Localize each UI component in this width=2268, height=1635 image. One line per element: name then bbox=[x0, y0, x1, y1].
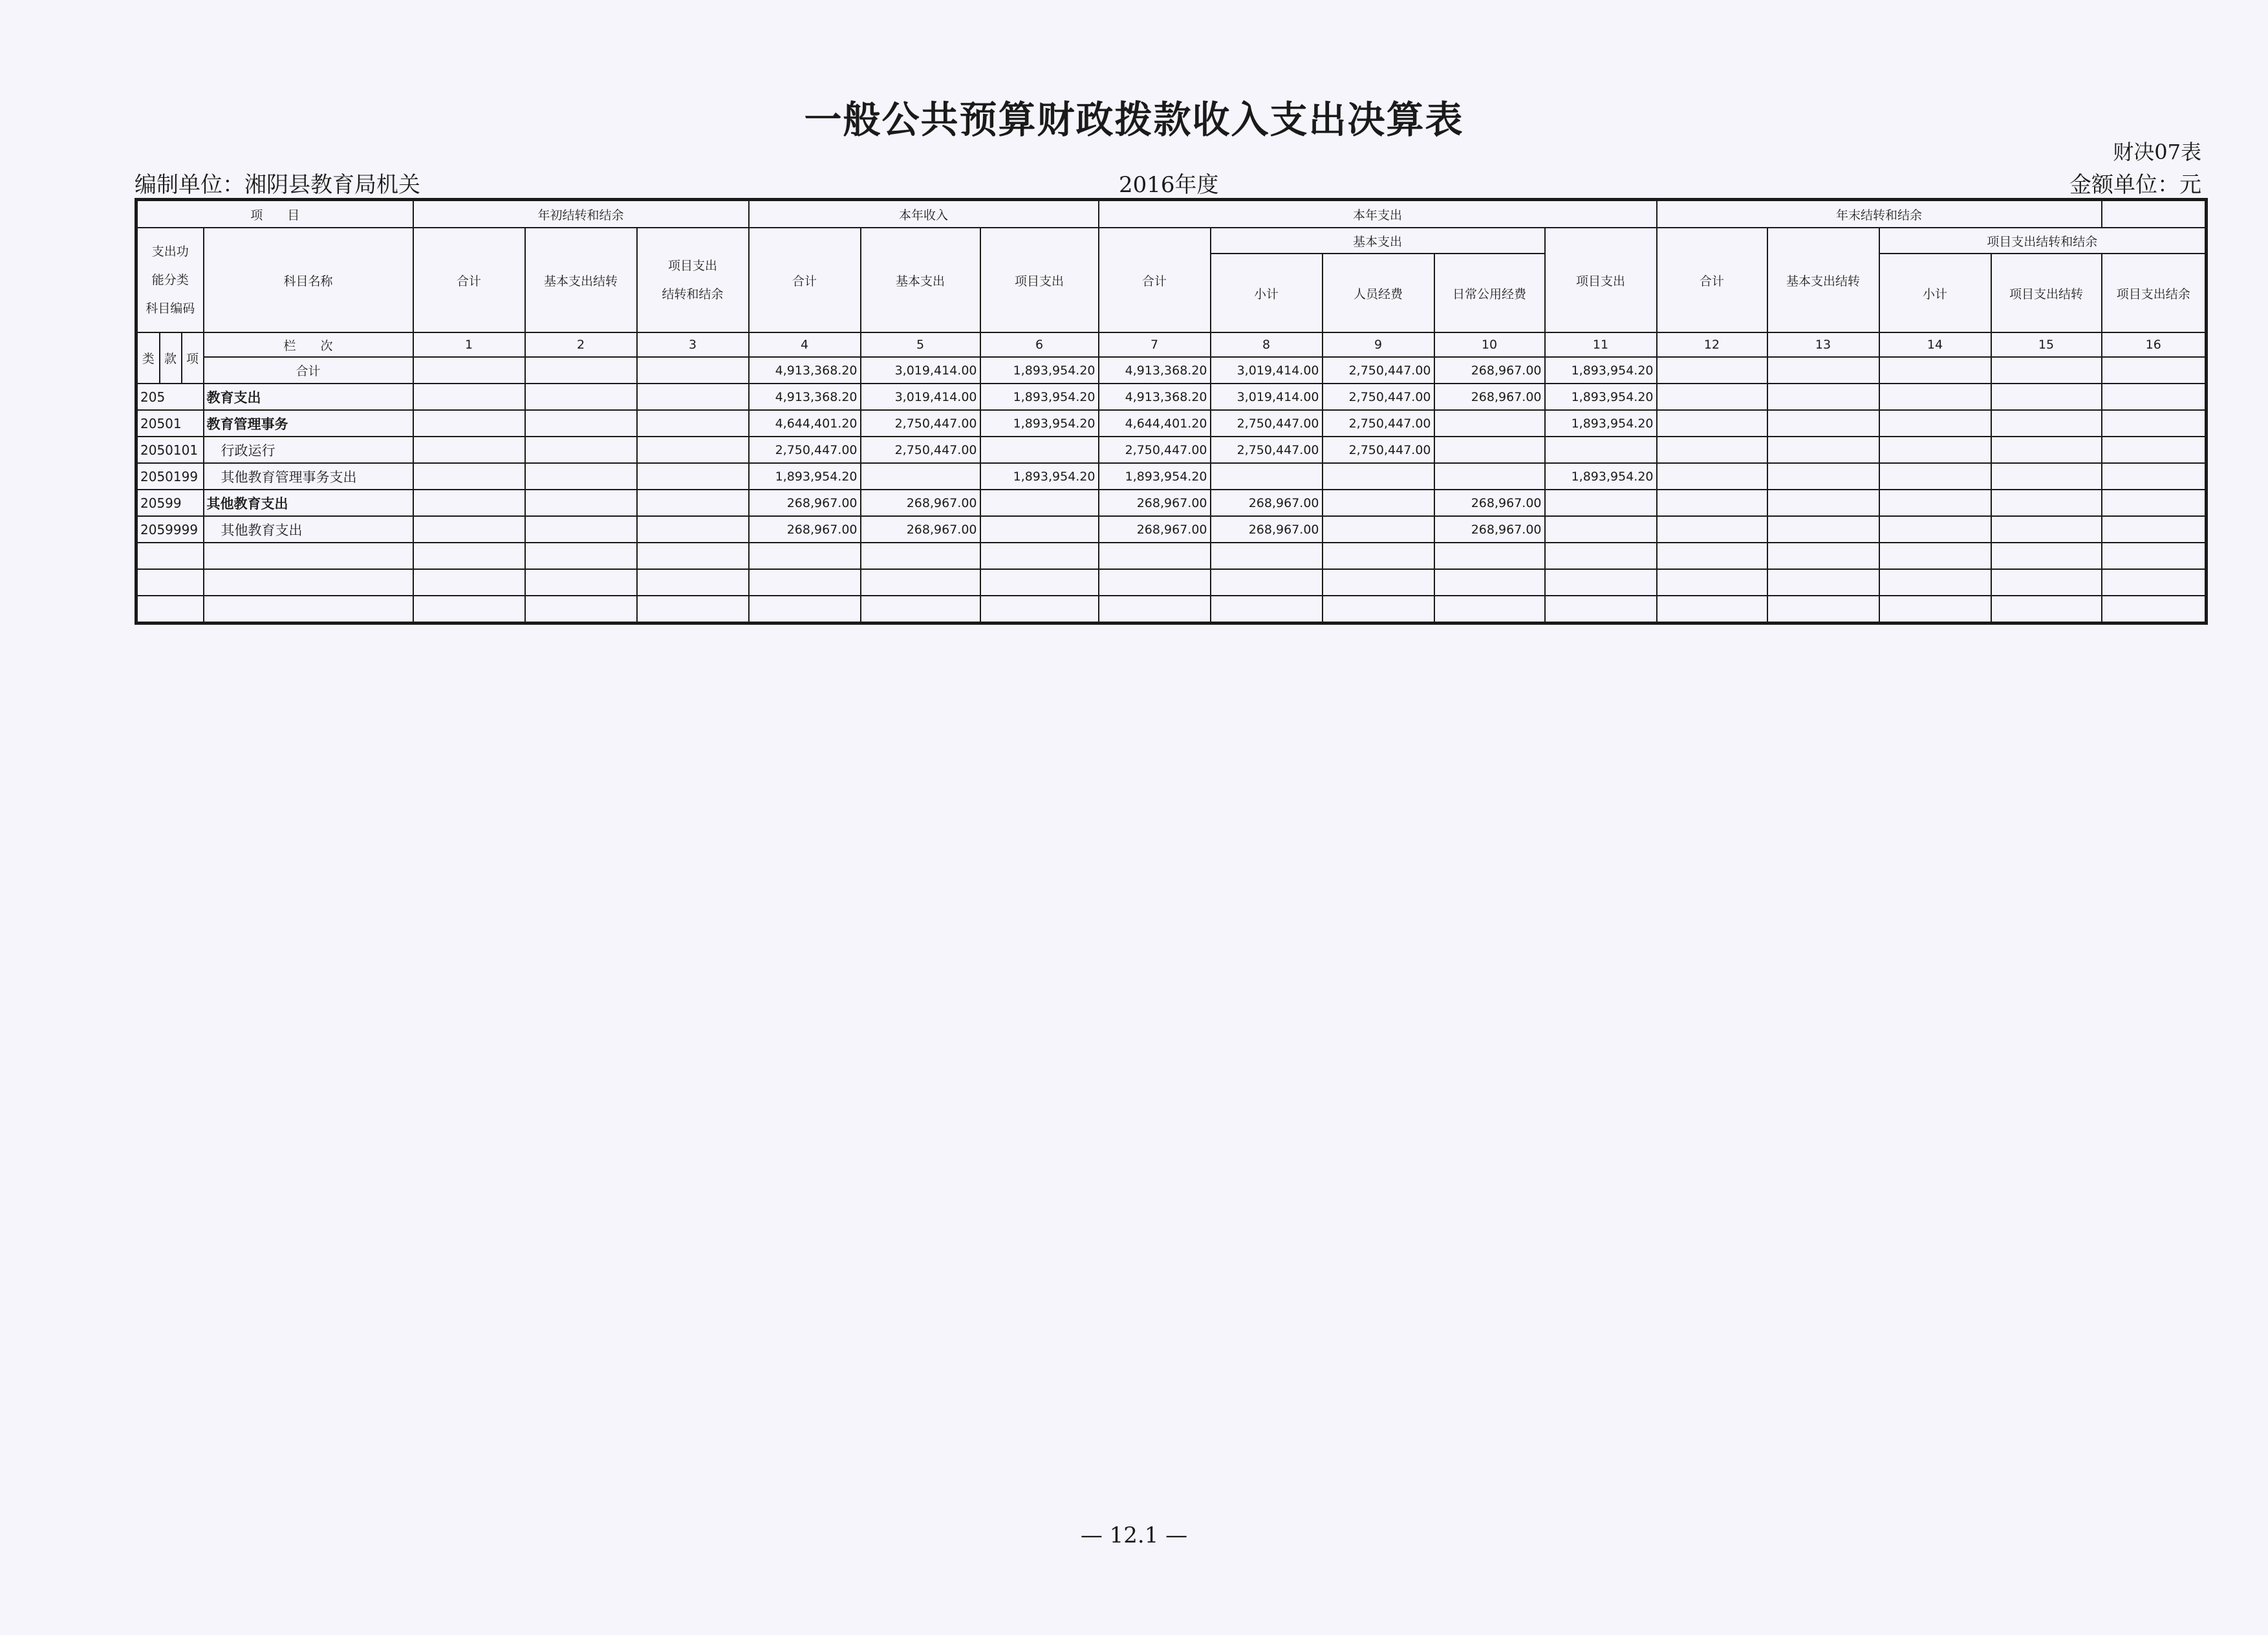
cell bbox=[1879, 543, 1991, 569]
cell bbox=[1767, 437, 1879, 463]
header-expense-project: 项目支出 bbox=[1545, 228, 1657, 332]
cell bbox=[1879, 490, 1991, 516]
cell bbox=[413, 569, 525, 596]
cell bbox=[525, 410, 637, 437]
cell bbox=[1323, 596, 1434, 623]
fiscal-year: 2016年度 bbox=[1119, 172, 1219, 198]
cell: 3,019,414.00 bbox=[861, 384, 980, 410]
col-num: 5 bbox=[861, 332, 980, 357]
cell bbox=[1767, 410, 1879, 437]
cell: 1,893,954.20 bbox=[749, 463, 861, 490]
cell bbox=[1545, 569, 1657, 596]
cell: 2,750,447.00 bbox=[1323, 437, 1434, 463]
cell bbox=[1657, 569, 1767, 596]
table-row-empty bbox=[136, 569, 2207, 596]
project-carry-line2: 结转和结余 bbox=[662, 287, 724, 301]
cell bbox=[1767, 463, 1879, 490]
cell bbox=[1991, 410, 2102, 437]
header-row-2 bbox=[136, 228, 2207, 254]
table-row-empty bbox=[136, 596, 2207, 623]
cell bbox=[1434, 437, 1545, 463]
cell bbox=[1991, 437, 2102, 463]
cell bbox=[1545, 516, 1657, 543]
cell: 268,967.00 bbox=[1211, 516, 1323, 543]
row-code: 2050199 bbox=[136, 463, 204, 490]
table-row bbox=[136, 463, 2207, 490]
cell bbox=[749, 543, 861, 569]
cell bbox=[2102, 463, 2207, 490]
cell bbox=[1657, 410, 1767, 437]
column-number-row bbox=[136, 332, 2207, 357]
cell bbox=[637, 357, 749, 384]
cell bbox=[1657, 357, 1767, 384]
cell bbox=[1211, 543, 1323, 569]
cell: 3,019,414.00 bbox=[1211, 357, 1323, 384]
cell bbox=[525, 384, 637, 410]
row-name bbox=[204, 596, 413, 623]
row-name: 其他教育管理事务支出 bbox=[204, 463, 413, 490]
col-num: 14 bbox=[1879, 332, 1991, 357]
cell bbox=[1767, 516, 1879, 543]
cell: 2,750,447.00 bbox=[861, 410, 980, 437]
table-row bbox=[136, 516, 2207, 543]
header-end-subtotal: 小计 bbox=[1879, 254, 1991, 332]
cell: 4,644,401.20 bbox=[749, 410, 861, 437]
cell bbox=[1545, 543, 1657, 569]
cell bbox=[1434, 463, 1545, 490]
cell bbox=[1767, 357, 1879, 384]
cell bbox=[1767, 490, 1879, 516]
cell bbox=[1434, 410, 1545, 437]
cell bbox=[861, 463, 980, 490]
cell bbox=[1657, 463, 1767, 490]
col-num: 1 bbox=[413, 332, 525, 357]
table-row bbox=[136, 410, 2207, 437]
cell: 1,893,954.20 bbox=[980, 357, 1099, 384]
cell bbox=[1211, 596, 1323, 623]
col-num: 13 bbox=[1767, 332, 1879, 357]
cell bbox=[413, 384, 525, 410]
header-expense-basic: 基本支出 bbox=[1211, 228, 1545, 254]
cell bbox=[1099, 569, 1211, 596]
cell: 2,750,447.00 bbox=[1323, 384, 1434, 410]
col-num: 16 bbox=[2102, 332, 2207, 357]
cell bbox=[525, 596, 637, 623]
cell bbox=[861, 596, 980, 623]
col-num: 7 bbox=[1099, 332, 1211, 357]
cell bbox=[2102, 357, 2207, 384]
header-end-project-carry: 项目支出结转 bbox=[1991, 254, 2102, 332]
cell: 268,967.00 bbox=[1099, 490, 1211, 516]
header-begin-basic-carry: 基本支出结转 bbox=[525, 228, 637, 332]
cell bbox=[1434, 543, 1545, 569]
header-begin-balance: 年初结转和结余 bbox=[413, 200, 749, 228]
cell bbox=[525, 490, 637, 516]
cell bbox=[637, 569, 749, 596]
cell bbox=[637, 543, 749, 569]
cell: 1,893,954.20 bbox=[1545, 384, 1657, 410]
header-project: 项 目 bbox=[136, 200, 413, 228]
cell: 4,644,401.20 bbox=[1099, 410, 1211, 437]
cell bbox=[413, 490, 525, 516]
cell bbox=[1434, 596, 1545, 623]
col-num: 15 bbox=[1991, 332, 2102, 357]
project-carry-line1: 项目支出 bbox=[668, 259, 718, 273]
header-end-project-surplus: 项目支出结余 bbox=[2102, 254, 2207, 332]
cell bbox=[1767, 543, 1879, 569]
cell: 3,019,414.00 bbox=[861, 357, 980, 384]
cell bbox=[980, 569, 1099, 596]
func-code-line3: 科目编码 bbox=[146, 301, 195, 316]
cell bbox=[1879, 357, 1991, 384]
compiling-unit: 编制单位：湘阴县教育局机关 bbox=[135, 172, 420, 198]
cell bbox=[1879, 384, 1991, 410]
cell: 268,967.00 bbox=[749, 516, 861, 543]
cell: 1,893,954.20 bbox=[980, 463, 1099, 490]
header-expense-total: 合计 bbox=[1099, 228, 1211, 332]
header-begin-project-carry bbox=[637, 228, 749, 332]
row-name: 其他教育支出 bbox=[204, 516, 413, 543]
table-row bbox=[136, 437, 2207, 463]
col-num: 2 bbox=[525, 332, 637, 357]
cell bbox=[525, 543, 637, 569]
cell bbox=[413, 543, 525, 569]
col-num: 6 bbox=[980, 332, 1099, 357]
cell: 2,750,447.00 bbox=[749, 437, 861, 463]
header-income-total: 合计 bbox=[749, 228, 861, 332]
cell bbox=[637, 490, 749, 516]
cell: 268,967.00 bbox=[1211, 490, 1323, 516]
budget-table bbox=[135, 198, 2208, 625]
header-income: 本年收入 bbox=[749, 200, 1099, 228]
cell bbox=[1879, 410, 1991, 437]
cell: 4,913,368.20 bbox=[1099, 357, 1211, 384]
header-subject-name: 科目名称 bbox=[204, 228, 413, 332]
cell bbox=[1879, 463, 1991, 490]
cell bbox=[637, 437, 749, 463]
page-number: — 12.1 — bbox=[1080, 1522, 1188, 1548]
header-income-basic: 基本支出 bbox=[861, 228, 980, 332]
cell bbox=[749, 569, 861, 596]
amount-unit: 金额单位：元 bbox=[2069, 172, 2201, 198]
cell: 1,893,954.20 bbox=[1545, 357, 1657, 384]
func-code-line1: 支出功 bbox=[151, 244, 189, 259]
col-num: 9 bbox=[1323, 332, 1434, 357]
cell: 1,893,954.20 bbox=[980, 384, 1099, 410]
cell bbox=[980, 596, 1099, 623]
cell bbox=[1657, 516, 1767, 543]
cell: 268,967.00 bbox=[861, 490, 980, 516]
table-row bbox=[136, 490, 2207, 516]
cell bbox=[1545, 596, 1657, 623]
cell bbox=[749, 596, 861, 623]
cell bbox=[1323, 490, 1434, 516]
row-name: 行政运行 bbox=[204, 437, 413, 463]
header-begin-total: 合计 bbox=[413, 228, 525, 332]
cell bbox=[1657, 543, 1767, 569]
cell bbox=[980, 543, 1099, 569]
row-code bbox=[136, 569, 204, 596]
row-name: 教育支出 bbox=[204, 384, 413, 410]
header-expense-personnel: 人员经费 bbox=[1323, 254, 1434, 332]
cell bbox=[1879, 569, 1991, 596]
row-code bbox=[136, 543, 204, 569]
cell bbox=[2102, 543, 2207, 569]
cell bbox=[1991, 569, 2102, 596]
cell bbox=[1323, 463, 1434, 490]
document-title: 一般公共预算财政拨款收入支出决算表 bbox=[804, 98, 1464, 142]
cell: 2,750,447.00 bbox=[1099, 437, 1211, 463]
header-lei: 类 bbox=[136, 332, 160, 384]
cell bbox=[637, 463, 749, 490]
header-func-code bbox=[136, 228, 204, 332]
col-num: 12 bbox=[1657, 332, 1767, 357]
header-xiang: 项 bbox=[182, 332, 204, 384]
header-end-basic-carry: 基本支出结转 bbox=[1767, 228, 1879, 332]
cell bbox=[1991, 490, 2102, 516]
cell bbox=[1991, 596, 2102, 623]
cell bbox=[1991, 463, 2102, 490]
cell: 3,019,414.00 bbox=[1211, 384, 1323, 410]
cell bbox=[2102, 569, 2207, 596]
cell bbox=[1991, 384, 2102, 410]
cell bbox=[637, 410, 749, 437]
header-expense-daily-public: 日常公用经费 bbox=[1434, 254, 1545, 332]
row-code: 2059999 bbox=[136, 516, 204, 543]
cell: 1,893,954.20 bbox=[980, 410, 1099, 437]
cell bbox=[1879, 516, 1991, 543]
cell: 1,893,954.20 bbox=[1099, 463, 1211, 490]
cell: 1,893,954.20 bbox=[1545, 463, 1657, 490]
col-num: 3 bbox=[637, 332, 749, 357]
header-row-1 bbox=[136, 200, 2207, 228]
col-num: 4 bbox=[749, 332, 861, 357]
table-row-total bbox=[136, 357, 2207, 384]
cell bbox=[2102, 490, 2207, 516]
cell: 2,750,447.00 bbox=[861, 437, 980, 463]
col-num: 11 bbox=[1545, 332, 1657, 357]
row-name: 教育管理事务 bbox=[204, 410, 413, 437]
row-name bbox=[204, 569, 413, 596]
form-number: 财决07表 bbox=[2113, 140, 2201, 164]
row-name: 其他教育支出 bbox=[204, 490, 413, 516]
row-code: 2050101 bbox=[136, 437, 204, 463]
cell bbox=[1657, 384, 1767, 410]
cell bbox=[2102, 596, 2207, 623]
cell: 2,750,447.00 bbox=[1323, 357, 1434, 384]
header-kuan: 款 bbox=[160, 332, 182, 384]
cell: 4,913,368.20 bbox=[749, 357, 861, 384]
cell bbox=[413, 463, 525, 490]
cell bbox=[1099, 596, 1211, 623]
header-income-project: 项目支出 bbox=[980, 228, 1099, 332]
table-row bbox=[136, 384, 2207, 410]
cell: 4,913,368.20 bbox=[1099, 384, 1211, 410]
cell bbox=[525, 357, 637, 384]
cell bbox=[525, 569, 637, 596]
cell bbox=[1991, 543, 2102, 569]
cell bbox=[413, 516, 525, 543]
cell bbox=[980, 516, 1099, 543]
cell bbox=[1767, 596, 1879, 623]
cell bbox=[2102, 384, 2207, 410]
cell bbox=[2102, 437, 2207, 463]
cell bbox=[1991, 516, 2102, 543]
cell bbox=[980, 437, 1099, 463]
header-expense-subtotal: 小计 bbox=[1211, 254, 1323, 332]
header-expense: 本年支出 bbox=[1099, 200, 1657, 228]
cell bbox=[525, 516, 637, 543]
cell bbox=[413, 357, 525, 384]
cell bbox=[413, 410, 525, 437]
row-name bbox=[204, 543, 413, 569]
func-code-line2: 能分类 bbox=[151, 273, 189, 287]
cell: 268,967.00 bbox=[1434, 490, 1545, 516]
cell bbox=[1211, 569, 1323, 596]
header-end-balance: 年末结转和结余 bbox=[1657, 200, 2102, 228]
row-code: 205 bbox=[136, 384, 204, 410]
cell bbox=[525, 463, 637, 490]
cell: 2,750,447.00 bbox=[1211, 410, 1323, 437]
cell bbox=[1767, 384, 1879, 410]
cell: 268,967.00 bbox=[1434, 516, 1545, 543]
header-end-project-balance: 项目支出结转和结余 bbox=[1879, 228, 2207, 254]
cell bbox=[1545, 490, 1657, 516]
row-name: 合计 bbox=[204, 357, 413, 384]
cell bbox=[1991, 357, 2102, 384]
header-lanci: 栏 次 bbox=[204, 332, 413, 357]
cell: 4,913,368.20 bbox=[749, 384, 861, 410]
cell bbox=[1657, 437, 1767, 463]
cell bbox=[1211, 463, 1323, 490]
cell bbox=[1323, 543, 1434, 569]
cell: 268,967.00 bbox=[749, 490, 861, 516]
cell bbox=[1545, 437, 1657, 463]
cell bbox=[1099, 543, 1211, 569]
cell bbox=[1879, 596, 1991, 623]
cell bbox=[1657, 596, 1767, 623]
cell: 1,893,954.20 bbox=[1545, 410, 1657, 437]
cell bbox=[861, 543, 980, 569]
cell bbox=[2102, 410, 2207, 437]
row-code bbox=[136, 596, 204, 623]
row-code: 20599 bbox=[136, 490, 204, 516]
table-row-empty bbox=[136, 543, 2207, 569]
cell bbox=[980, 490, 1099, 516]
cell bbox=[1767, 569, 1879, 596]
cell bbox=[413, 596, 525, 623]
cell bbox=[1434, 569, 1545, 596]
cell bbox=[1879, 437, 1991, 463]
cell: 268,967.00 bbox=[1434, 384, 1545, 410]
cell bbox=[637, 596, 749, 623]
cell bbox=[861, 569, 980, 596]
cell bbox=[1323, 569, 1434, 596]
cell bbox=[637, 384, 749, 410]
cell: 268,967.00 bbox=[1434, 357, 1545, 384]
cell: 268,967.00 bbox=[861, 516, 980, 543]
cell: 2,750,447.00 bbox=[1211, 437, 1323, 463]
cell bbox=[1657, 490, 1767, 516]
cell: 268,967.00 bbox=[1099, 516, 1211, 543]
cell bbox=[1323, 516, 1434, 543]
row-code: 20501 bbox=[136, 410, 204, 437]
cell bbox=[413, 437, 525, 463]
col-num: 8 bbox=[1211, 332, 1323, 357]
cell bbox=[525, 437, 637, 463]
col-num: 10 bbox=[1434, 332, 1545, 357]
cell bbox=[637, 516, 749, 543]
cell bbox=[2102, 516, 2207, 543]
cell: 2,750,447.00 bbox=[1323, 410, 1434, 437]
header-end-total: 合计 bbox=[1657, 228, 1767, 332]
